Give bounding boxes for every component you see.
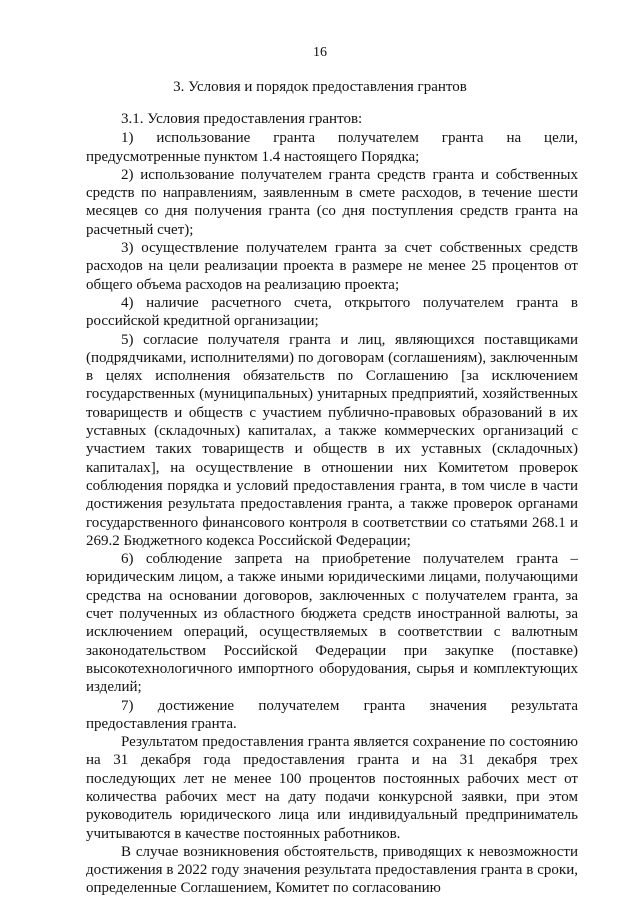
document-body xyxy=(86,110,578,898)
section-title: 3. Условия и порядок предоставления грантов xyxy=(173,79,467,95)
page-number: 16 xyxy=(313,45,327,60)
condition-item-6: 6) соблюдение запрета на приобретение получателем гранта – юридическим лицом, а также иными юридическими лицами, получающими средства на основании договоров, заключенных с получателем гранта, за счет полученных из областного бюджета средств иностранной валюты, за исключением операций, осуществляемых в соответствии с валютным законодательством Российской Федерации при закупке (поставке) высокотехнологичного импортного оборудования, сырья и комплектующих изделий; xyxy=(86,551,578,696)
condition-item-5: 5) согласие получателя гранта и лиц, являющихся поставщиками (подрядчиками, исполнителями) по договорам (соглашениям), заключенным в целях исполнения обязательств по Соглашению [за исключением государственных (муниципальных) унитарных предприятий, хозяйственных товариществ и обществ с участием публично-правовых образований в их уставных (складочных) капиталах, а также коммерческих организаций с участием таких товариществ и обществ в их уставных (складочных) капиталах], на осуществление в отношении них Комитетом проверок соблюдения порядка и условий предоставления гранта, в том числе в части достижения результата предоставления гранта, а также проверок органами государственного финансового контроля в соответствии со статьями 268.1 и 269.2 Бюджетного кодекса Российской Федерации; xyxy=(86,331,578,549)
condition-item-1: 1) использование гранта получателем гранта на цели, предусмотренные пунктом 1.4 настоящего Порядка; xyxy=(86,130,578,165)
condition-item-7: 7) достижение получателем гранта значения результата предоставления гранта. xyxy=(86,697,578,732)
condition-item-4: 4) наличие расчетного счета, открытого получателем гранта в российской кредитной организации; xyxy=(86,294,578,330)
condition-item-2: 2) использование получателем гранта средств гранта и собственных средств по направлениям, заявленным в смете расходов, в течение шести месяцев со дня получения гранта (со дня поступления средств гранта на расчетный счет); xyxy=(86,166,578,238)
circumstances-paragraph: В случае возникновения обстоятельств, приводящих к невозможности достижения в 2022 году значения результата предоставления гранта в сроки, определенные Соглашением, Комитет по согласованию xyxy=(86,843,578,897)
subsection-heading: 3.1. Условия предоставления грантов: xyxy=(121,111,363,127)
result-paragraph: Результатом предоставления гранта является сохранение по состоянию на 31 декабря года предоставления гранта и на 31 декабря трех последующих лет не менее 100 процентов постоянных рабочих мест от количества рабочих мест на дату подачи конкурсной заявки, при этом руководитель юридического лица или индивидуальный предприниматель учитываются в качестве постоянных работников. xyxy=(86,734,578,842)
condition-item-3: 3) осуществление получателем гранта за счет собственных средств расходов на цели реализации проекта в размере не менее 25 процентов от общего объема расходов на реализацию проекта; xyxy=(86,240,578,293)
